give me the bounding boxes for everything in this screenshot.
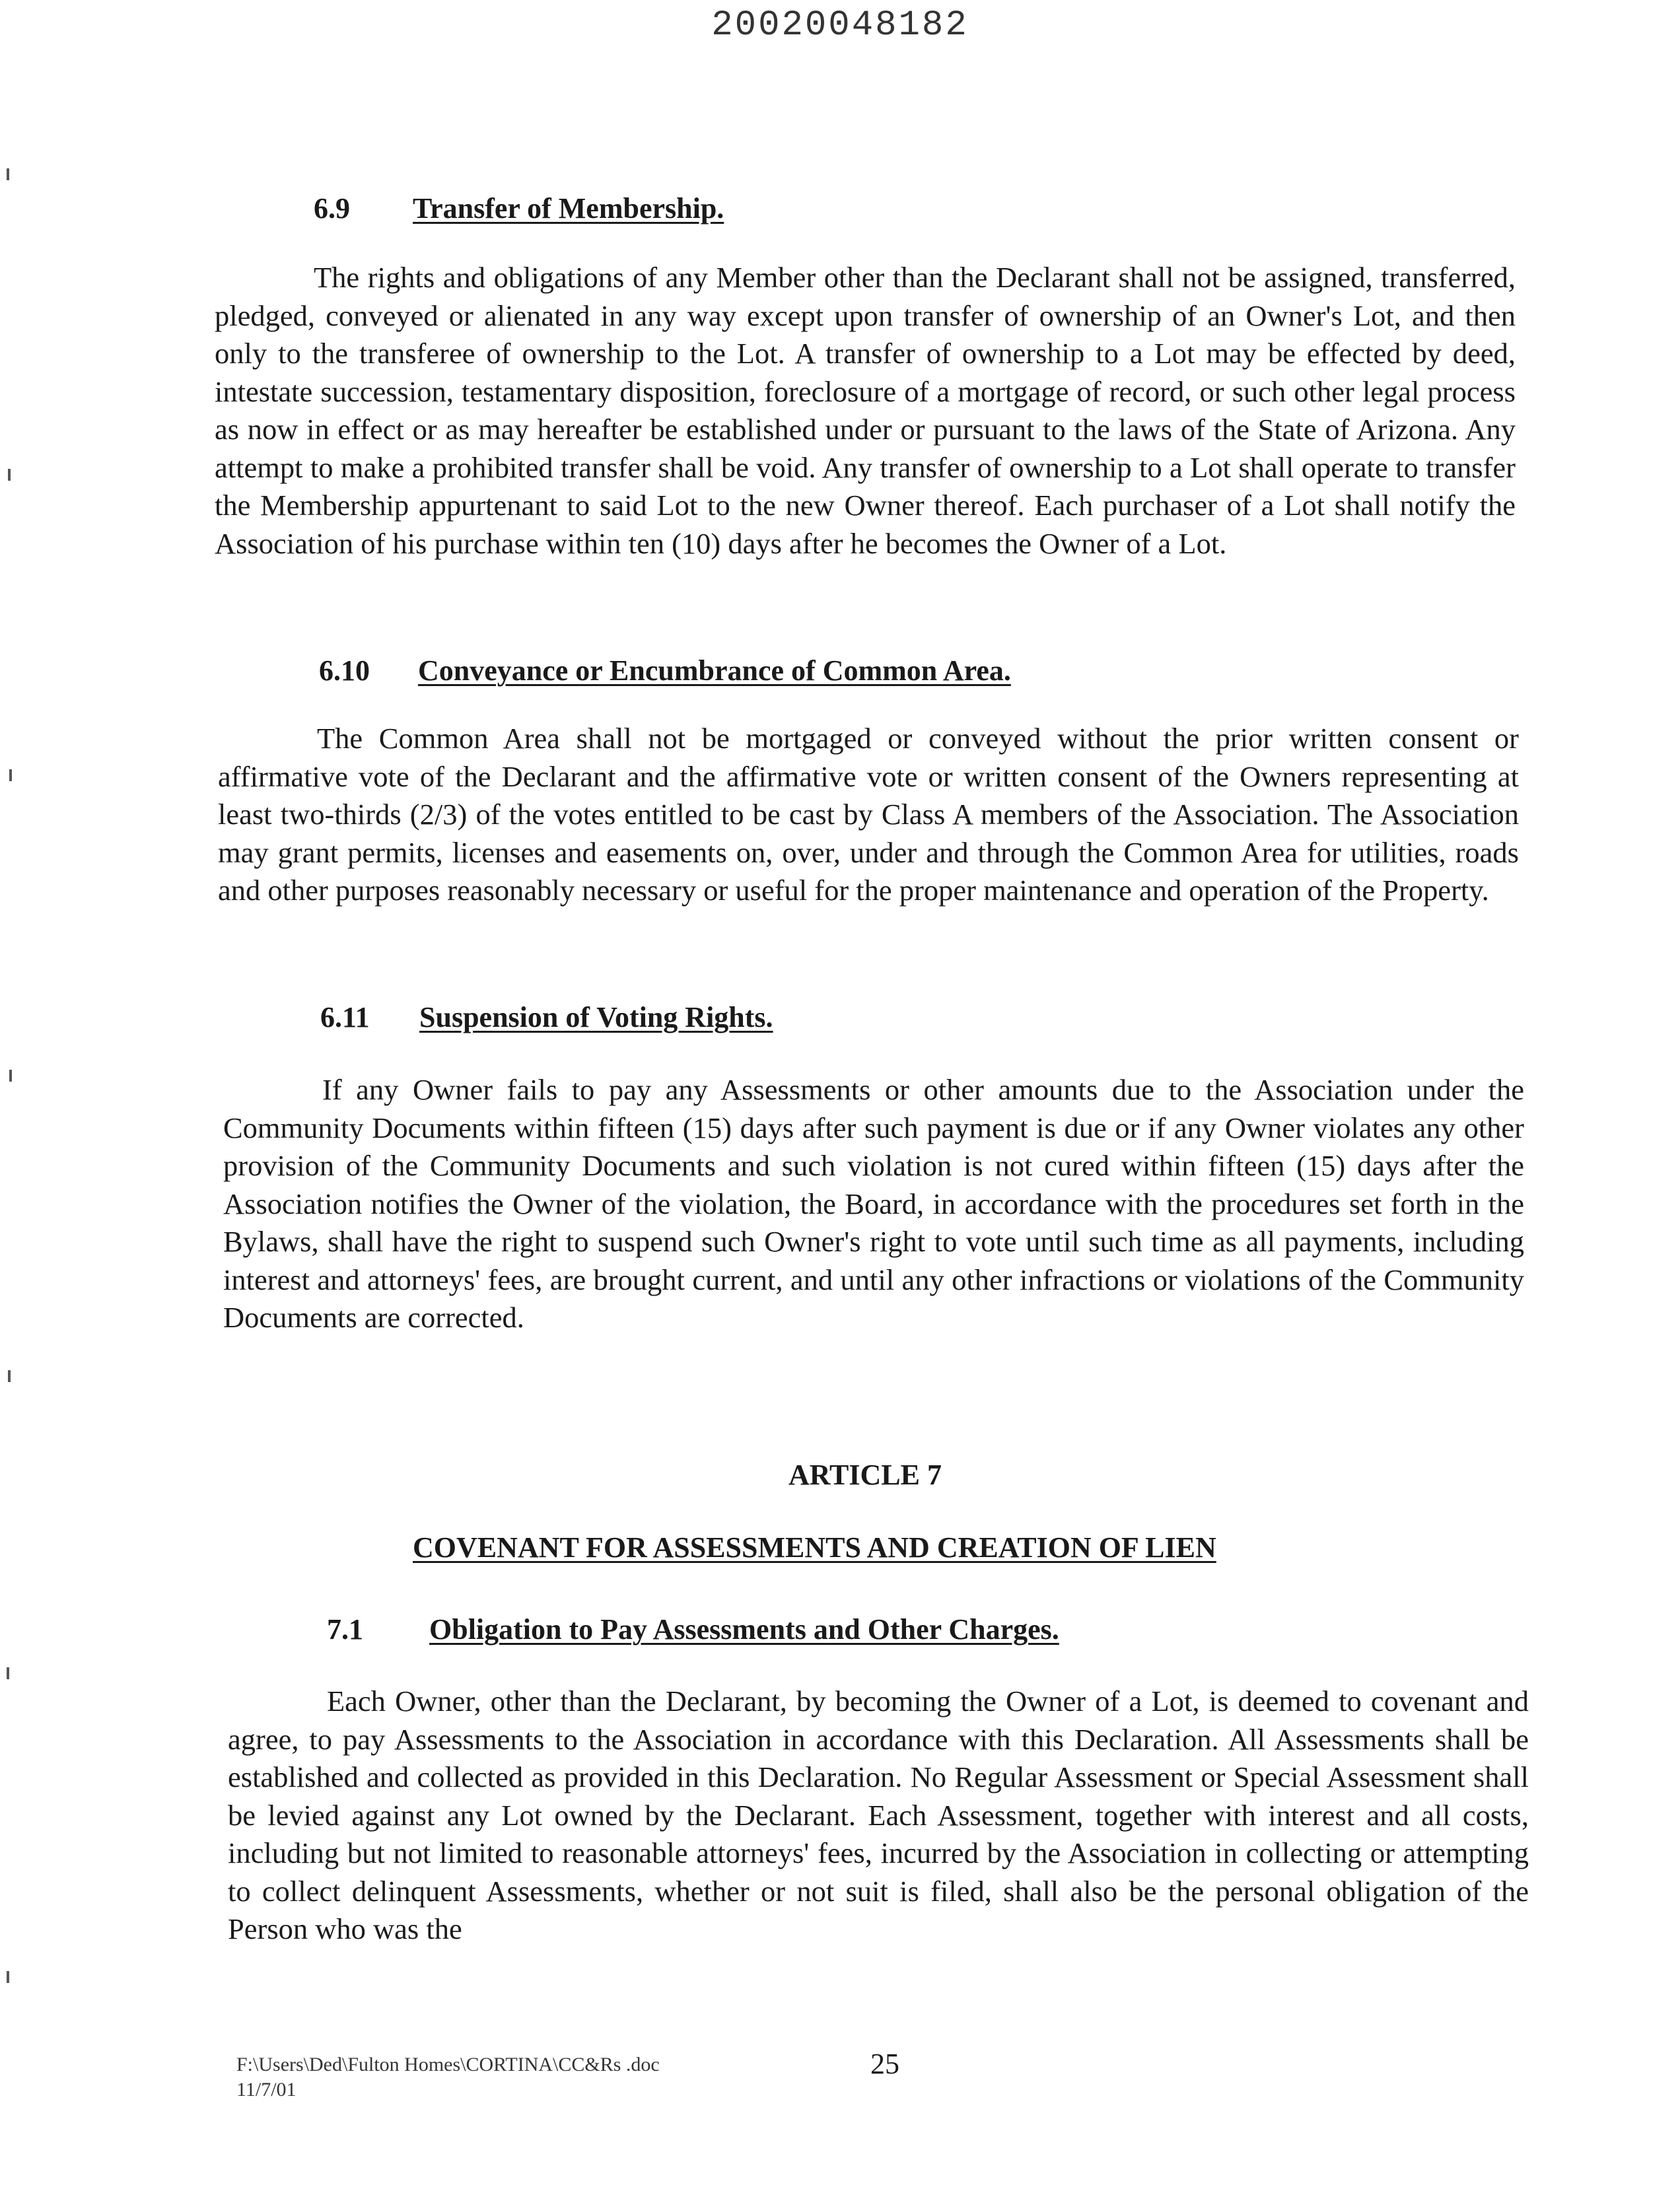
section-number: 7.1 bbox=[327, 1613, 363, 1646]
scan-mark bbox=[7, 1971, 9, 1983]
footer-date: 11/7/01 bbox=[236, 2079, 297, 2100]
page-number: 25 bbox=[870, 2048, 899, 2080]
scan-mark bbox=[8, 469, 11, 481]
scan-mark bbox=[9, 1070, 12, 1082]
section-heading-6-9 bbox=[314, 191, 724, 225]
section-title: Transfer of Membership. bbox=[413, 192, 724, 225]
section-title: Obligation to Pay Assessments and Other Charges. bbox=[429, 1613, 1059, 1646]
section-title: Suspension of Voting Rights. bbox=[419, 1001, 773, 1033]
scan-mark bbox=[7, 1667, 9, 1679]
section-number: 6.10 bbox=[319, 654, 370, 687]
section-heading-6-11 bbox=[320, 1000, 773, 1034]
scan-mark bbox=[8, 1370, 11, 1382]
section-heading-6-10 bbox=[319, 654, 1011, 687]
footer-file-info bbox=[236, 2052, 660, 2102]
section-heading-7-1 bbox=[327, 1613, 1059, 1646]
section-number: 6.9 bbox=[314, 192, 350, 225]
article-heading: ARTICLE 7 bbox=[788, 1459, 942, 1491]
section-body-7-1: Each Owner, other than the Declarant, by becoming the Owner of a Lot, is deemed to covenant and agree, to pay Assessments to the Association in accordance with this Declaration. All Assessments shall be established and collected as provided in this Declaration. No Regular Assessment or Special Assessment shall be levied against any Lot owned by the Declarant. Each Assessment, together with interest and all costs, including but not limited to reasonable attorneys' fees, incurred by the Association in collecting or attempting to collect delinquent Assessments, whether or not suit is filed, shall also be the personal obligation of the Person who was the bbox=[228, 1684, 1529, 1945]
article-title: COVENANT FOR ASSESSMENTS AND CREATION OF LIEN bbox=[413, 1531, 1216, 1564]
section-number: 6.11 bbox=[320, 1001, 370, 1033]
section-title: Conveyance or Encumbrance of Common Area. bbox=[418, 654, 1011, 687]
section-body-6-9: The rights and obligations of any Member other than the Declarant shall not be assigned, transferred, pledged, conveyed or alienated in any way except upon transfer of ownership of an Owner's Lot, and then only to the transferee of ownership to the Lot. A transfer of ownership to a Lot may be effected by deed, intestate succession, testamentary disposition, foreclosure of a mortgage of record, or such other legal process as now in effect or as may hereafter be established under or pursuant to the laws of the State of Arizona. Any attempt to make a prohibited transfer shall be void. Any transfer of ownership to a Lot shall operate to transfer the Membership appurtenant to said Lot to the new Owner thereof. Each purchaser of a Lot shall notify the Association of his purchase within ten (10) days after he becomes the Owner of a Lot. bbox=[215, 261, 1516, 560]
scan-mark bbox=[7, 168, 9, 180]
scan-mark bbox=[9, 769, 12, 781]
section-body-6-10: The Common Area shall not be mortgaged or conveyed without the prior written consent or affirmative vote of the Declarant and the affirmative vote or written consent of the Owners representing at least two-thirds (2/3) of the votes entitled to be cast by Class A members of the Association. The Association may grant permits, licenses and easements on, over, under and through the Common Area for utilities, roads and other purposes reasonably necessary or useful for the proper maintenance and operation of the Property. bbox=[218, 722, 1519, 907]
document-number: 20020048182 bbox=[711, 5, 969, 46]
footer-file-path: F:\Users\Ded\Fulton Homes\CORTINA\CC&Rs .doc bbox=[236, 2054, 660, 2075]
section-body-6-11: If any Owner fails to pay any Assessments or other amounts due to the Association under the Community Documents within fifteen (15) days after such payment is due or if any Owner violates any other provision of the Community Documents and such violation is not cured within fifteen (15) days after the Association notifies the Owner of the violation, the Board, in accordance with the procedures set forth in the Bylaws, shall have the right to suspend such Owner's right to vote until such time as all payments, including interest and attorneys' fees, are brought current, and until any other infractions or violations of the Community Documents are corrected. bbox=[223, 1073, 1524, 1334]
